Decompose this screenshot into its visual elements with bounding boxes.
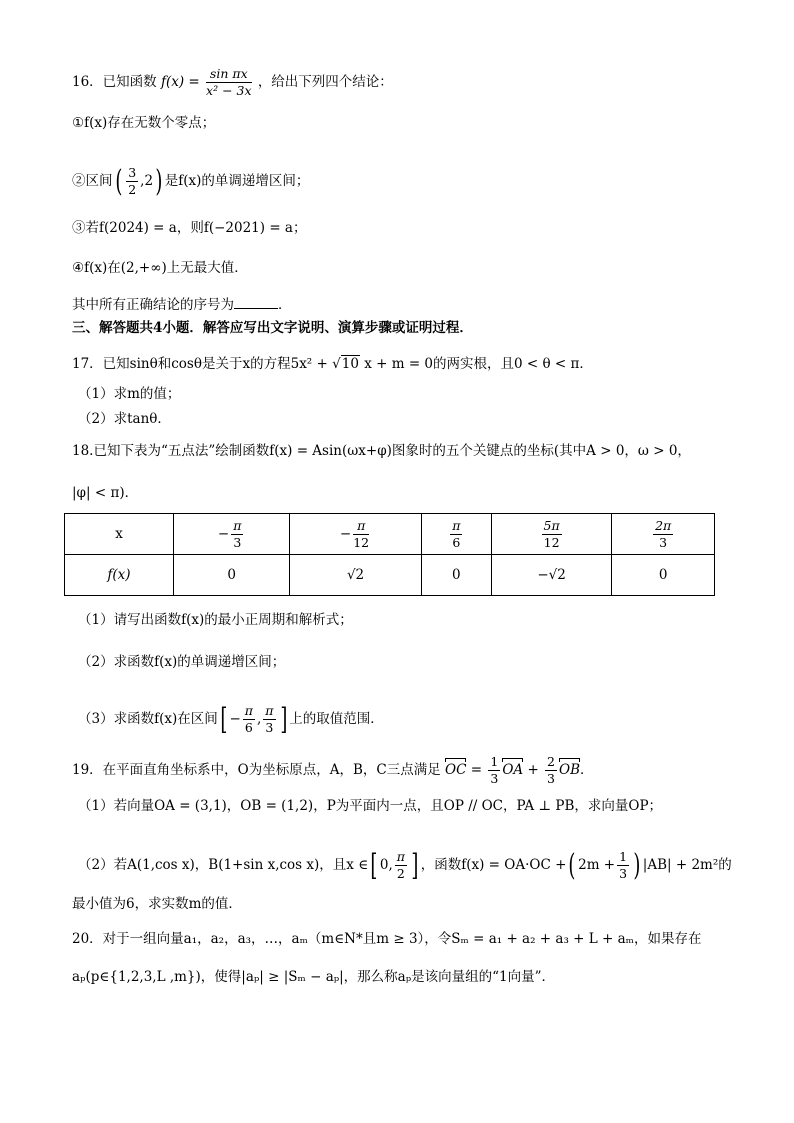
paren-left-icon: ( bbox=[114, 163, 122, 199]
sqrt-icon: √ bbox=[332, 356, 341, 372]
answer-blank[interactable] bbox=[234, 294, 278, 309]
q18-part-3: （3）求函数f(x)在区间[ − $\frac{\pi}{6}$ , $\frac{\pi}{3}$ ] 上的取值范围． bbox=[78, 701, 384, 737]
table-cell-x: $\frac{5\pi}{12}$ bbox=[491, 514, 611, 555]
q16-conclusion-1: ①f(x)存在无数个零点； bbox=[72, 115, 216, 131]
vector-ob: OB bbox=[559, 762, 580, 778]
q16-conclusion-3: ③若f(2024) = a，则f(−2021) = a； bbox=[72, 220, 307, 236]
q16-conclusion-2 bbox=[72, 165, 309, 198]
q16-c2-upper: ,2 bbox=[140, 173, 154, 189]
q17-part-1: （1）求m的值； bbox=[78, 386, 181, 402]
table-cell-fx: √2 bbox=[290, 555, 421, 596]
q16-stem-text: 16．已知函数 bbox=[72, 74, 157, 90]
section-heading: 三、解答题共4小题．解答应写出文字说明、演算步骤或证明过程． bbox=[72, 320, 473, 336]
q16-c2-prefix: ②区间 bbox=[72, 173, 113, 189]
q18-stem-line-2: |φ| < π)． bbox=[72, 485, 139, 501]
table-cell-fx: −√2 bbox=[491, 555, 611, 596]
q16-fraction bbox=[206, 66, 251, 99]
q16-function-name: f(x) = bbox=[160, 74, 200, 90]
vector-oc: OC bbox=[445, 762, 467, 778]
table-cell-fx: 0 bbox=[612, 555, 715, 596]
q16-question bbox=[72, 294, 292, 314]
paren-right-icon: ) bbox=[155, 163, 163, 199]
table-cell-fx: 0 bbox=[421, 555, 491, 596]
q16-conclusion-4: ④f(x)在(2,+∞)上无最大值． bbox=[72, 260, 248, 276]
q16-denominator: x² − 3x bbox=[206, 83, 252, 98]
q19-p2-text: （2）若A(1,cos x)，B(1+sin x,cos x)，且x ∈ bbox=[78, 857, 369, 873]
bracket-left-icon: [ bbox=[220, 701, 228, 737]
q16-stem-end: ，给出下列四个结论： bbox=[257, 74, 393, 90]
q19-p2-tail: |AB| + 2m²的 bbox=[642, 857, 732, 873]
vector-oa: OA bbox=[502, 762, 524, 778]
table-cell-x: − $\frac{\pi}{3}$ bbox=[174, 514, 290, 555]
q16-question-end: ． bbox=[278, 297, 292, 313]
table-cell-x: $\frac{2\pi}{3}$ bbox=[612, 514, 715, 555]
q19-part-2-cont: 最小值为6，求实数m的值． bbox=[72, 896, 242, 912]
q17-stem-text: 17．已知sinθ和cosθ是关于x的方程5x² + bbox=[72, 356, 328, 372]
q18-p3-end: 上的取值范围． bbox=[289, 711, 384, 727]
q20-line-2: aₚ(p∈{1,2,3,L ,m})，使得|aₚ| ≥ |Sₘ − aₚ|，那么称aₚ是该向量组的“1向量”． bbox=[72, 969, 556, 985]
table-row-label-fx: f(x) bbox=[65, 555, 174, 596]
table-cell-x: $\frac{\pi}{6}$ bbox=[421, 514, 491, 555]
five-point-table bbox=[64, 513, 715, 596]
q19-p2-func: ，函数f(x) = OA·OC + bbox=[420, 857, 567, 873]
q17-stem-end: x + m = 0的两实根，且0 < θ < π． bbox=[364, 356, 593, 372]
q16-stem bbox=[72, 66, 393, 99]
q18-p3-text: （3）求函数f(x)在区间 bbox=[78, 711, 218, 727]
q17-radicand: 10 bbox=[341, 356, 359, 372]
q16-c2-den: 2 bbox=[128, 182, 137, 197]
q18-stem-line-1: 18.已知下表为“五点法”绘制函数f(x) = Asin(ωx+φ)图象时的五个关键点的坐标(其中A > 0，ω > 0， bbox=[72, 443, 691, 459]
table-cell-x: − $\frac{\pi}{12}$ bbox=[290, 514, 421, 555]
q19-part-2: （2）若A(1,cos x)，B(1+sin x,cos x)，且x ∈[ 0, $\frac{\pi}{2}$ ] ，函数f(x) = OA·OC +( 2m + $\frac{1}{3}$ ) |AB| + 2m²的 bbox=[78, 847, 732, 883]
q16-c2-fraction bbox=[126, 165, 138, 198]
q16-c2-num: 3 bbox=[128, 165, 137, 180]
q19-stem: 19．在平面直角坐标系中，O为坐标原点，A，B，C三点满足 OC = $\frac{1}{3}$ OA + $\frac{2}{3}$ OB． bbox=[72, 754, 594, 786]
q20-line-1: 20．对于一组向量a₁，a₂，a₃，…，aₘ（m∈N*且m ≥ 3），令Sₘ = a₁ + a₂ + a₃ + L + aₘ，如果存在 bbox=[72, 931, 702, 947]
q16-question-text: 其中所有正确结论的序号为 bbox=[72, 297, 234, 313]
q18-part-2: （2）求函数f(x)的单调递增区间； bbox=[78, 654, 286, 670]
table-cell-fx: 0 bbox=[174, 555, 290, 596]
table-row bbox=[65, 555, 715, 596]
table-row bbox=[65, 514, 715, 555]
q18-part-1: （1）请写出函数f(x)的最小正周期和解析式； bbox=[78, 612, 353, 628]
q16-numerator: sin πx bbox=[206, 66, 251, 83]
q17-stem bbox=[72, 355, 593, 373]
q16-c2-suffix: 是f(x)的单调递增区间； bbox=[164, 173, 310, 189]
q19-stem-text: 19．在平面直角坐标系中，O为坐标原点，A，B，C三点满足 bbox=[72, 762, 441, 778]
q19-part-1: （1）若向量OA = (3,1)，OB = (1,2)，P为平面内一点，且OP // OC，PA ⊥ PB，求向量OP； bbox=[78, 798, 663, 814]
table-row-label-x: x bbox=[65, 514, 174, 555]
bracket-right-icon: ] bbox=[279, 701, 287, 737]
q17-part-2: （2）求tanθ． bbox=[78, 411, 171, 427]
